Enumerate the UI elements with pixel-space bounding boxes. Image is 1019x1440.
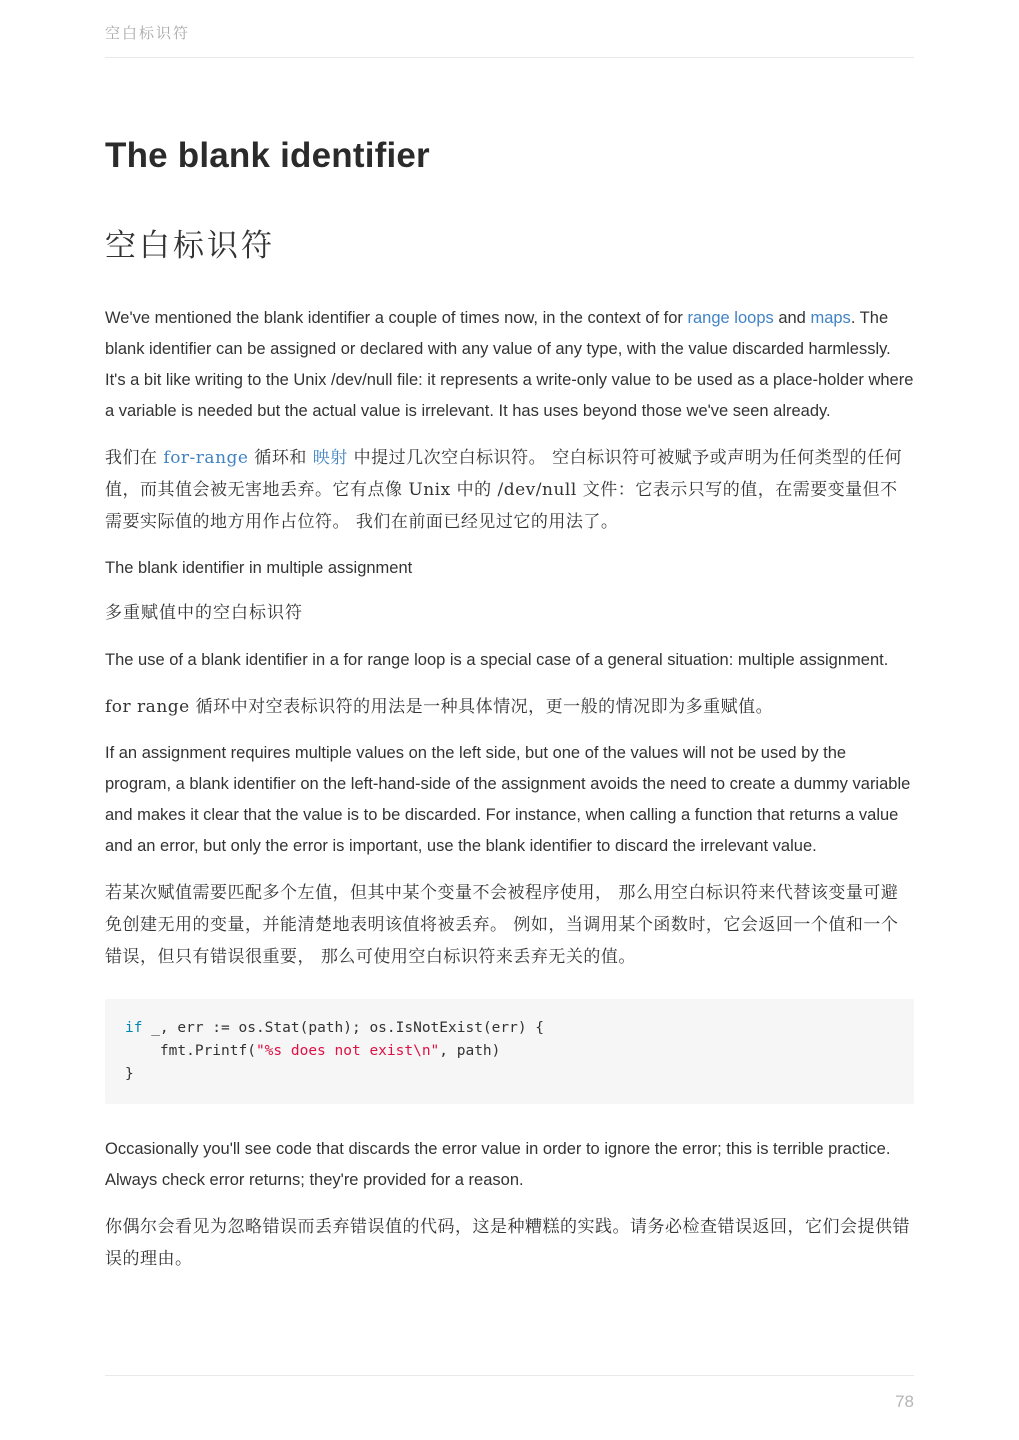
- intro-zh-text-1: 我们在: [105, 448, 164, 468]
- subheading-multiple-assignment-english: The blank identifier in multiple assignment: [105, 559, 413, 577]
- maps-link[interactable]: maps: [810, 309, 851, 327]
- maps-link-chinese[interactable]: 映射: [312, 448, 348, 468]
- intro-text-1: We've mentioned the blank identifier a couple of times now, in the context of for: [105, 309, 688, 327]
- page-content: [105, 58, 914, 1290]
- code-line-1-rest: _, err := os.Stat(path); os.IsNotExist(err) {: [142, 1020, 545, 1036]
- code-keyword-if: if: [125, 1020, 143, 1036]
- page-footer: [105, 1375, 914, 1412]
- range-loops-link[interactable]: range loops: [687, 309, 774, 327]
- intro-text-3: . The blank identifier can be assigned or declared with any value of any type, with the value discarded harmlessly. It's a bit like writing to the Unix /dev/null file: it represents a write-only value to be used as a place-holder where a variable is needed but the actual value is irrelevant. It has uses beyond those we've seen already.: [105, 309, 914, 420]
- for-range-link[interactable]: for-range: [163, 448, 249, 468]
- paragraph-special-case-chinese: for range 循环中对空表标识符的用法是一种具体情况，更一般的情况即为多重赋值。: [105, 697, 774, 717]
- paragraph-error-practice-english: Occasionally you'll see code that discards the error value in order to ignore the error; this is terrible practice. Always check error returns; they're provided for a reason.: [105, 1140, 891, 1189]
- page-header-title: 空白标识符: [105, 22, 914, 58]
- paragraph-special-case-english: The use of a blank identifier in a for range loop is a special case of a general situation: multiple assignment.: [105, 651, 889, 669]
- page-title-chinese: 空白标识符: [105, 228, 275, 264]
- intro-paragraph-english: [105, 303, 914, 427]
- code-string-literal: "%s does not exist\n": [255, 1043, 440, 1059]
- paragraph-assignment-chinese: 若某次赋值需要匹配多个左值，但其中某个变量不会被程序使用， 那么用空白标识符来代替该变量可避免创建无用的变量，并能清楚地表明该值将被丢弃。 例如，当调用某个函数时，它会返回一个值和一个错误，但只有错误很重要， 那么可使用空白标识符来丢弃无关的值。: [105, 883, 899, 967]
- code-block-os-stat: [105, 999, 914, 1104]
- code-line-2-post: , path): [439, 1043, 501, 1059]
- paragraph-assignment-english: If an assignment requires multiple values on the left side, but one of the values will not be used by the program, a blank identifier on the left-hand-side of the assignment avoids the need to create a dummy variable and makes it clear that the value is to be discarded. For instance, when calling a function that returns a value and an error, but only the error is important, use the blank identifier to discard the irrelevant value.: [105, 744, 911, 855]
- page-number: 78: [895, 1392, 914, 1411]
- subheading-multiple-assignment-chinese: 多重赋值中的空白标识符: [105, 603, 303, 623]
- code-line-3: }: [125, 1066, 134, 1082]
- intro-zh-text-2: 循环和: [248, 448, 313, 468]
- intro-paragraph-chinese: [105, 442, 914, 538]
- code-line-1: [125, 1017, 894, 1040]
- code-line-2: [125, 1040, 894, 1063]
- intro-zh-text-3: 中提过几次空白标识符。 空白标识符可被赋予或声明为任何类型的任何值，而其值会被无害地丢弃。它有点像 Unix 中的 /dev/null 文件：它表示只写的值，在需要变量但不需要实际值的地方用作占位符。 我们在前面已经见过它的用法了。: [105, 448, 903, 532]
- code-line-2-pre: fmt.Printf(: [125, 1043, 256, 1059]
- intro-text-2: and: [773, 309, 811, 327]
- page-title-english: The blank identifier: [105, 136, 430, 175]
- paragraph-error-practice-chinese: 你偶尔会看见为忽略错误而丢弃错误值的代码，这是种糟糕的实践。请务必检查错误返回，它们会提供错误的理由。: [105, 1217, 910, 1269]
